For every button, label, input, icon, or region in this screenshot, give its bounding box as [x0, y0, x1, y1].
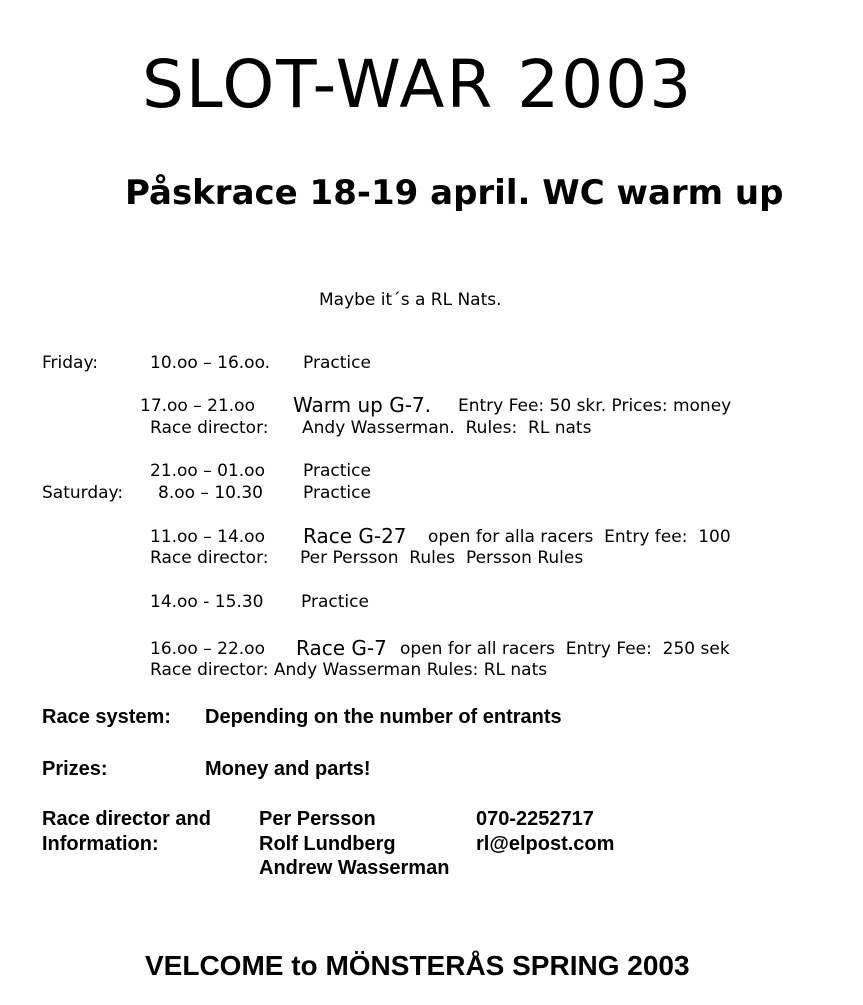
schedule-time: 14.oo - 15.30 — [150, 592, 264, 612]
schedule-event: Race G-7 — [296, 636, 387, 660]
schedule-time: 8.oo – 10.30 — [158, 483, 263, 503]
schedule-time: 21.oo – 01.oo — [150, 461, 265, 481]
contact-email: rl@elpost.com — [476, 833, 615, 855]
schedule-event: Race G-27 — [303, 524, 407, 548]
contact-label: Race director and — [42, 808, 211, 830]
race-director: Andy Wasserman. Rules: RL nats — [302, 418, 592, 438]
schedule-time: 17.oo – 21.oo — [140, 396, 255, 416]
race-director: Per Persson Rules Persson Rules — [300, 548, 584, 568]
prizes-label: Prizes: — [42, 758, 108, 780]
saturday-label: Saturday: — [42, 483, 124, 503]
tagline: Maybe it´s a RL Nats. — [319, 290, 502, 310]
schedule-event: Practice — [301, 592, 369, 612]
race-system-label: Race system: — [42, 706, 171, 728]
schedule-time: 16.oo – 22.oo — [150, 639, 265, 659]
schedule-time: 11.oo – 14.oo — [150, 527, 265, 547]
contact-name: Rolf Lundberg — [259, 833, 396, 855]
contact-name: Andrew Wasserman — [259, 857, 450, 879]
schedule-time: 10.oo – 16.oo. — [150, 353, 271, 373]
contact-label: Information: — [42, 833, 159, 855]
page-title: SLOT-WAR 2003 — [142, 46, 694, 123]
friday-label: Friday: — [42, 353, 99, 373]
contact-phone: 070-2252717 — [476, 808, 594, 830]
race-system-value: Depending on the number of entrants — [205, 706, 562, 728]
schedule-event: Practice — [303, 353, 371, 373]
schedule-event: Practice — [303, 461, 371, 481]
schedule-event: Practice — [303, 483, 371, 503]
page-subtitle: Påskrace 18-19 april. WC warm up — [125, 173, 784, 213]
schedule-event: Warm up G-7. — [293, 393, 431, 417]
schedule-details: open for all racers Entry Fee: 250 sek — [400, 639, 730, 659]
race-director: Race director: Andy Wasserman Rules: RL nats — [150, 660, 548, 680]
race-director-label: Race director: — [150, 418, 269, 438]
race-director-label: Race director: — [150, 548, 269, 568]
footer-welcome: VELCOME to MÖNSTERÅS SPRING 2003 — [145, 950, 690, 981]
prizes-value: Money and parts! — [205, 758, 371, 780]
contact-name: Per Persson — [259, 808, 376, 830]
schedule-details: Entry Fee: 50 skr. Prices: money — [458, 396, 732, 416]
schedule-details: open for alla racers Entry fee: 100 — [428, 527, 731, 547]
